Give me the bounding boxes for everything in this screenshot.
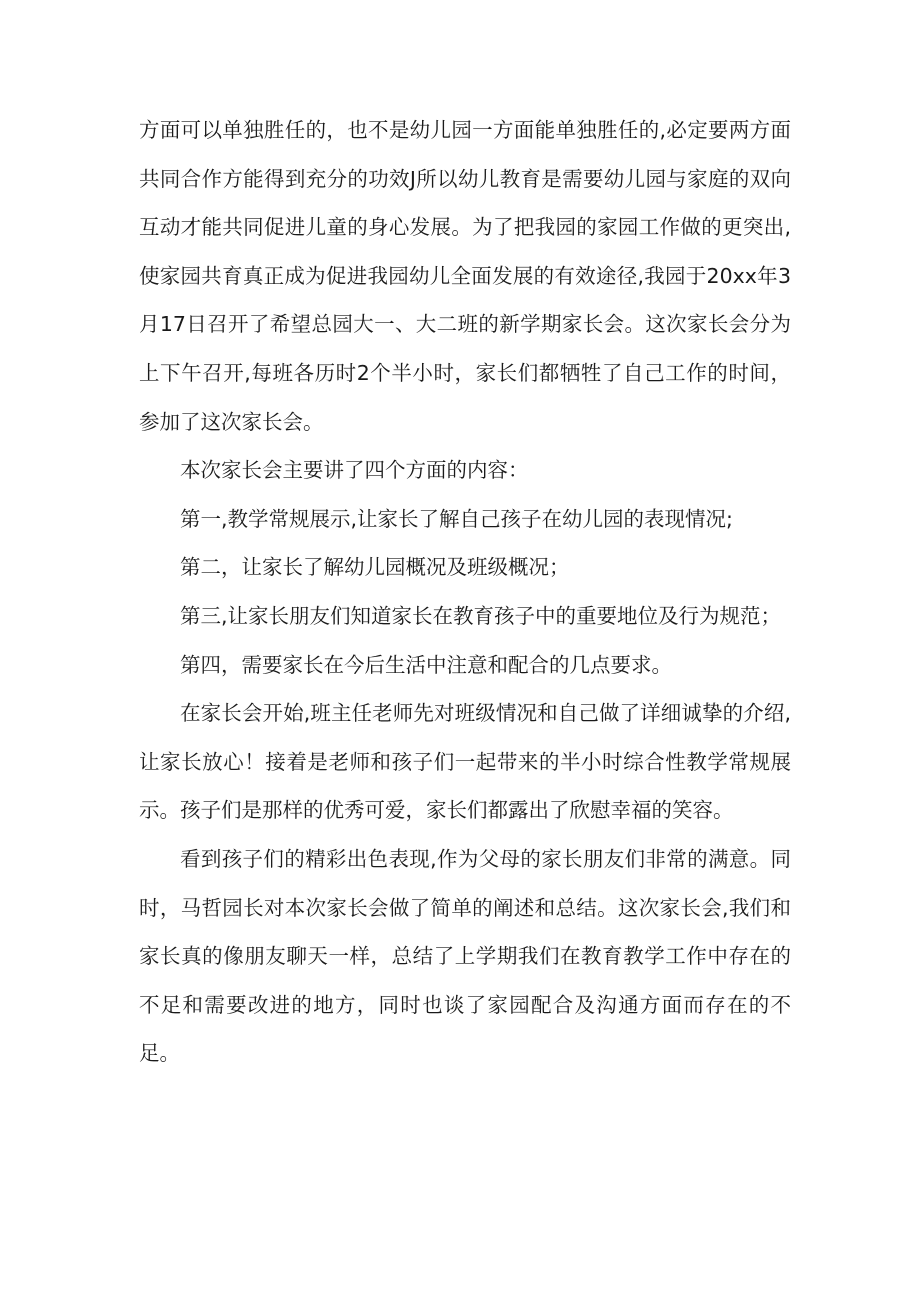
- paragraph-2: 本次家长会主要讲了四个方面的内容：: [180, 458, 529, 483]
- document-body: [139, 106, 791, 1078]
- paragraph-7: 在家长会开始,班主任老师先对班级情况和自己做了详细诚挚的介绍,让家长放心！接着是老师和孩子们一起带来的半小时综合性教学常规展示。孩子们是那样的优秀可爱，家长们都露出了欣慰幸福的笑容。: [139, 701, 791, 823]
- paragraph-3: 第一,教学常规展示,让家长了解自己孩子在幼儿园的表现情况;: [180, 506, 733, 531]
- paragraph-5: 第三,让家长朋友们知道家长在教育孩子中的重要地位及行为规范；: [180, 603, 782, 628]
- paragraph-6: 第四，需要家长在今后生活中注意和配合的几点要求。: [180, 652, 672, 677]
- paragraph-8: 看到孩子们的精彩出色表现,作为父母的家长朋友们非常的满意。同时，马哲园长对本次家长会做了简单的阐述和总结。这次家长会,我们和家长真的像朋友聊天一样，总结了上学期我们在教育教学工作中存在的不足和需要改进的地方，同时也谈了家园配合及沟通方面而存在的不足。: [139, 846, 791, 1066]
- paragraph-4: 第二，让家长了解幼儿园概况及班级概况；: [180, 555, 570, 580]
- paragraph-1: 方面可以单独胜任的，也不是幼儿园一方面能单独胜任的,必定要两方面共同合作方能得到充分的功效J所以幼儿教育是需要幼儿园与家庭的双向互动才能共同促进儿童的身心发展。为了把我园的家园工作做的更突出,使家园共育真正成为促进我园幼儿全面发展的有效途径,我园于20xx年3月17日召开了希望总园大一、大二班的新学期家长会。这次家长会分为上下午召开,每班各历时2个半小时，家长们都牺牲了自己工作的时间，参加了这次家长会。: [139, 118, 791, 434]
